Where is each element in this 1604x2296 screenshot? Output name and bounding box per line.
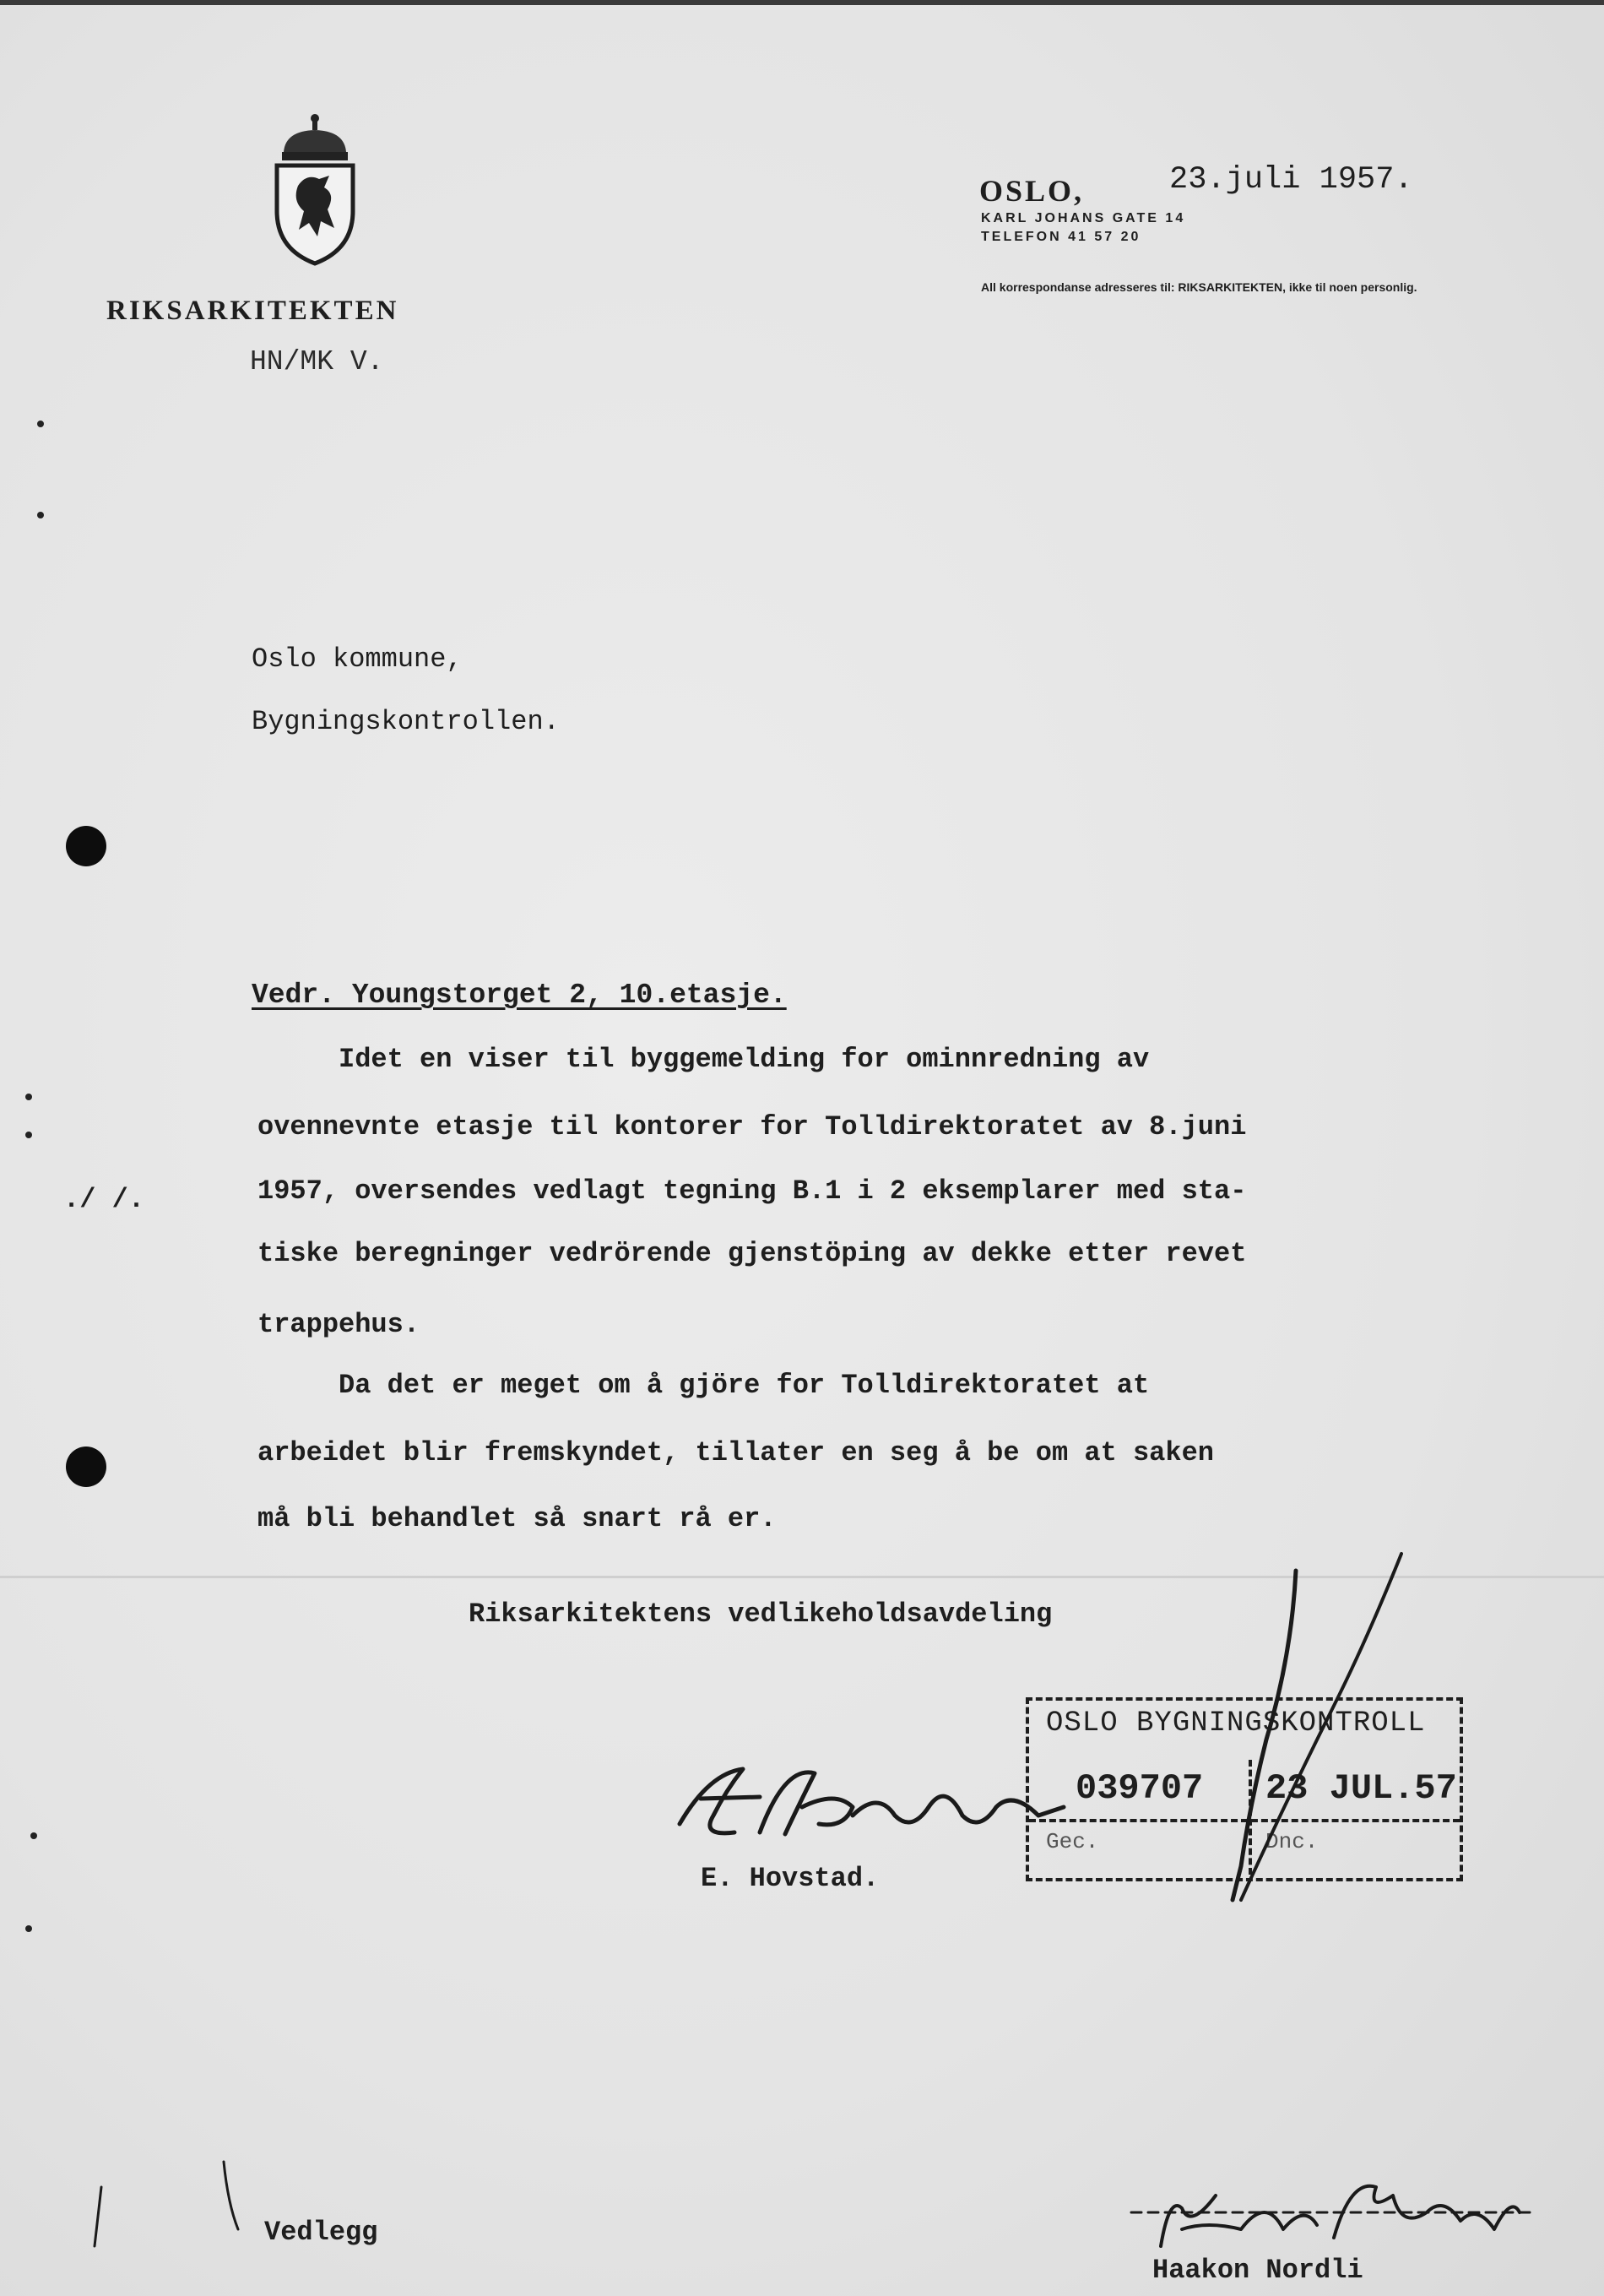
stamp-date: 23 JUL.57 [1265,1768,1457,1809]
margin-pen-stroke [224,2162,238,2229]
org-name: RIKSARKITEKTEN [106,296,399,326]
punch-hole [66,1447,106,1487]
second-signer-name: Haakon Nordli [1152,2255,1363,2286]
body-line: trappehus. [257,1309,420,1340]
body-line: tiske beregninger vedrörende gjenstöping av dekke etter revet [257,1238,1247,1269]
stamp-divider [1249,1760,1252,1875]
stamp-cell: Gec. [1046,1829,1099,1854]
body-line: må bli behandlet så snart rå er. [257,1503,777,1534]
margin-dot [25,1925,32,1932]
sender-department: Riksarkitektens vedlikeholdsavdeling [469,1599,1053,1630]
margin-dot [37,512,44,518]
body-line: Idet en viser til byggemelding for ominnredning av [257,1044,1150,1075]
stamp-cell: Dnc. [1265,1829,1319,1854]
reference-code: HN/MK V. [250,346,384,377]
top-edge [0,0,1604,5]
margin-dot [25,1132,32,1138]
letter-date: 23.juli 1957. [1169,162,1413,198]
punch-hole [66,826,106,866]
recipient-line: Oslo kommune, [252,643,463,675]
phone-line: TELEFON 41 57 20 [981,230,1141,244]
body-line: 1957, oversendes vedlagt tegning B.1 i 2 eksemplarer med sta- [257,1175,1247,1207]
body-line: Da det er meget om å gjöre for Tolldirektoratet at [257,1370,1150,1401]
signature-hovstad [680,1769,1064,1834]
margin-dot [25,1094,32,1100]
signature-nordli [1161,2186,1520,2246]
enclosure-mark: ./ /. [63,1184,145,1215]
coat-of-arms-icon [268,110,361,266]
margin-dot [37,421,44,427]
stamp-title: OSLO BYGNINGSKONTROLL [1046,1707,1426,1740]
margin-dot [30,1832,37,1839]
subject-line: Vedr. Youngstorget 2, 10.etasje. [252,980,787,1011]
stamp-number: 039707 [1076,1768,1204,1809]
margin-pen-stroke [95,2187,101,2246]
fold-line [0,1576,1604,1578]
recipient-line: Bygningskontrollen. [252,706,560,737]
body-line: ovennevnte etasje til kontorer for Tolldirektoratet av 8.juni [257,1111,1247,1143]
body-line: arbeidet blir fremskyndet, tillater en seg å be om at saken [257,1437,1214,1468]
enclosure-label: Vedlegg [264,2217,378,2248]
correspondence-note: All korrespondanse adresseres til: RIKSARKITEKTEN, ikke til noen personlig. [981,280,1417,294]
city: OSLO, [979,174,1085,208]
stamp-divider [1029,1819,1460,1822]
signer-name: E. Hovstad. [701,1863,880,1894]
address-block [981,209,1185,247]
received-stamp [1026,1697,1463,1881]
address-line: KARL JOHANS GATE 14 [981,211,1186,225]
